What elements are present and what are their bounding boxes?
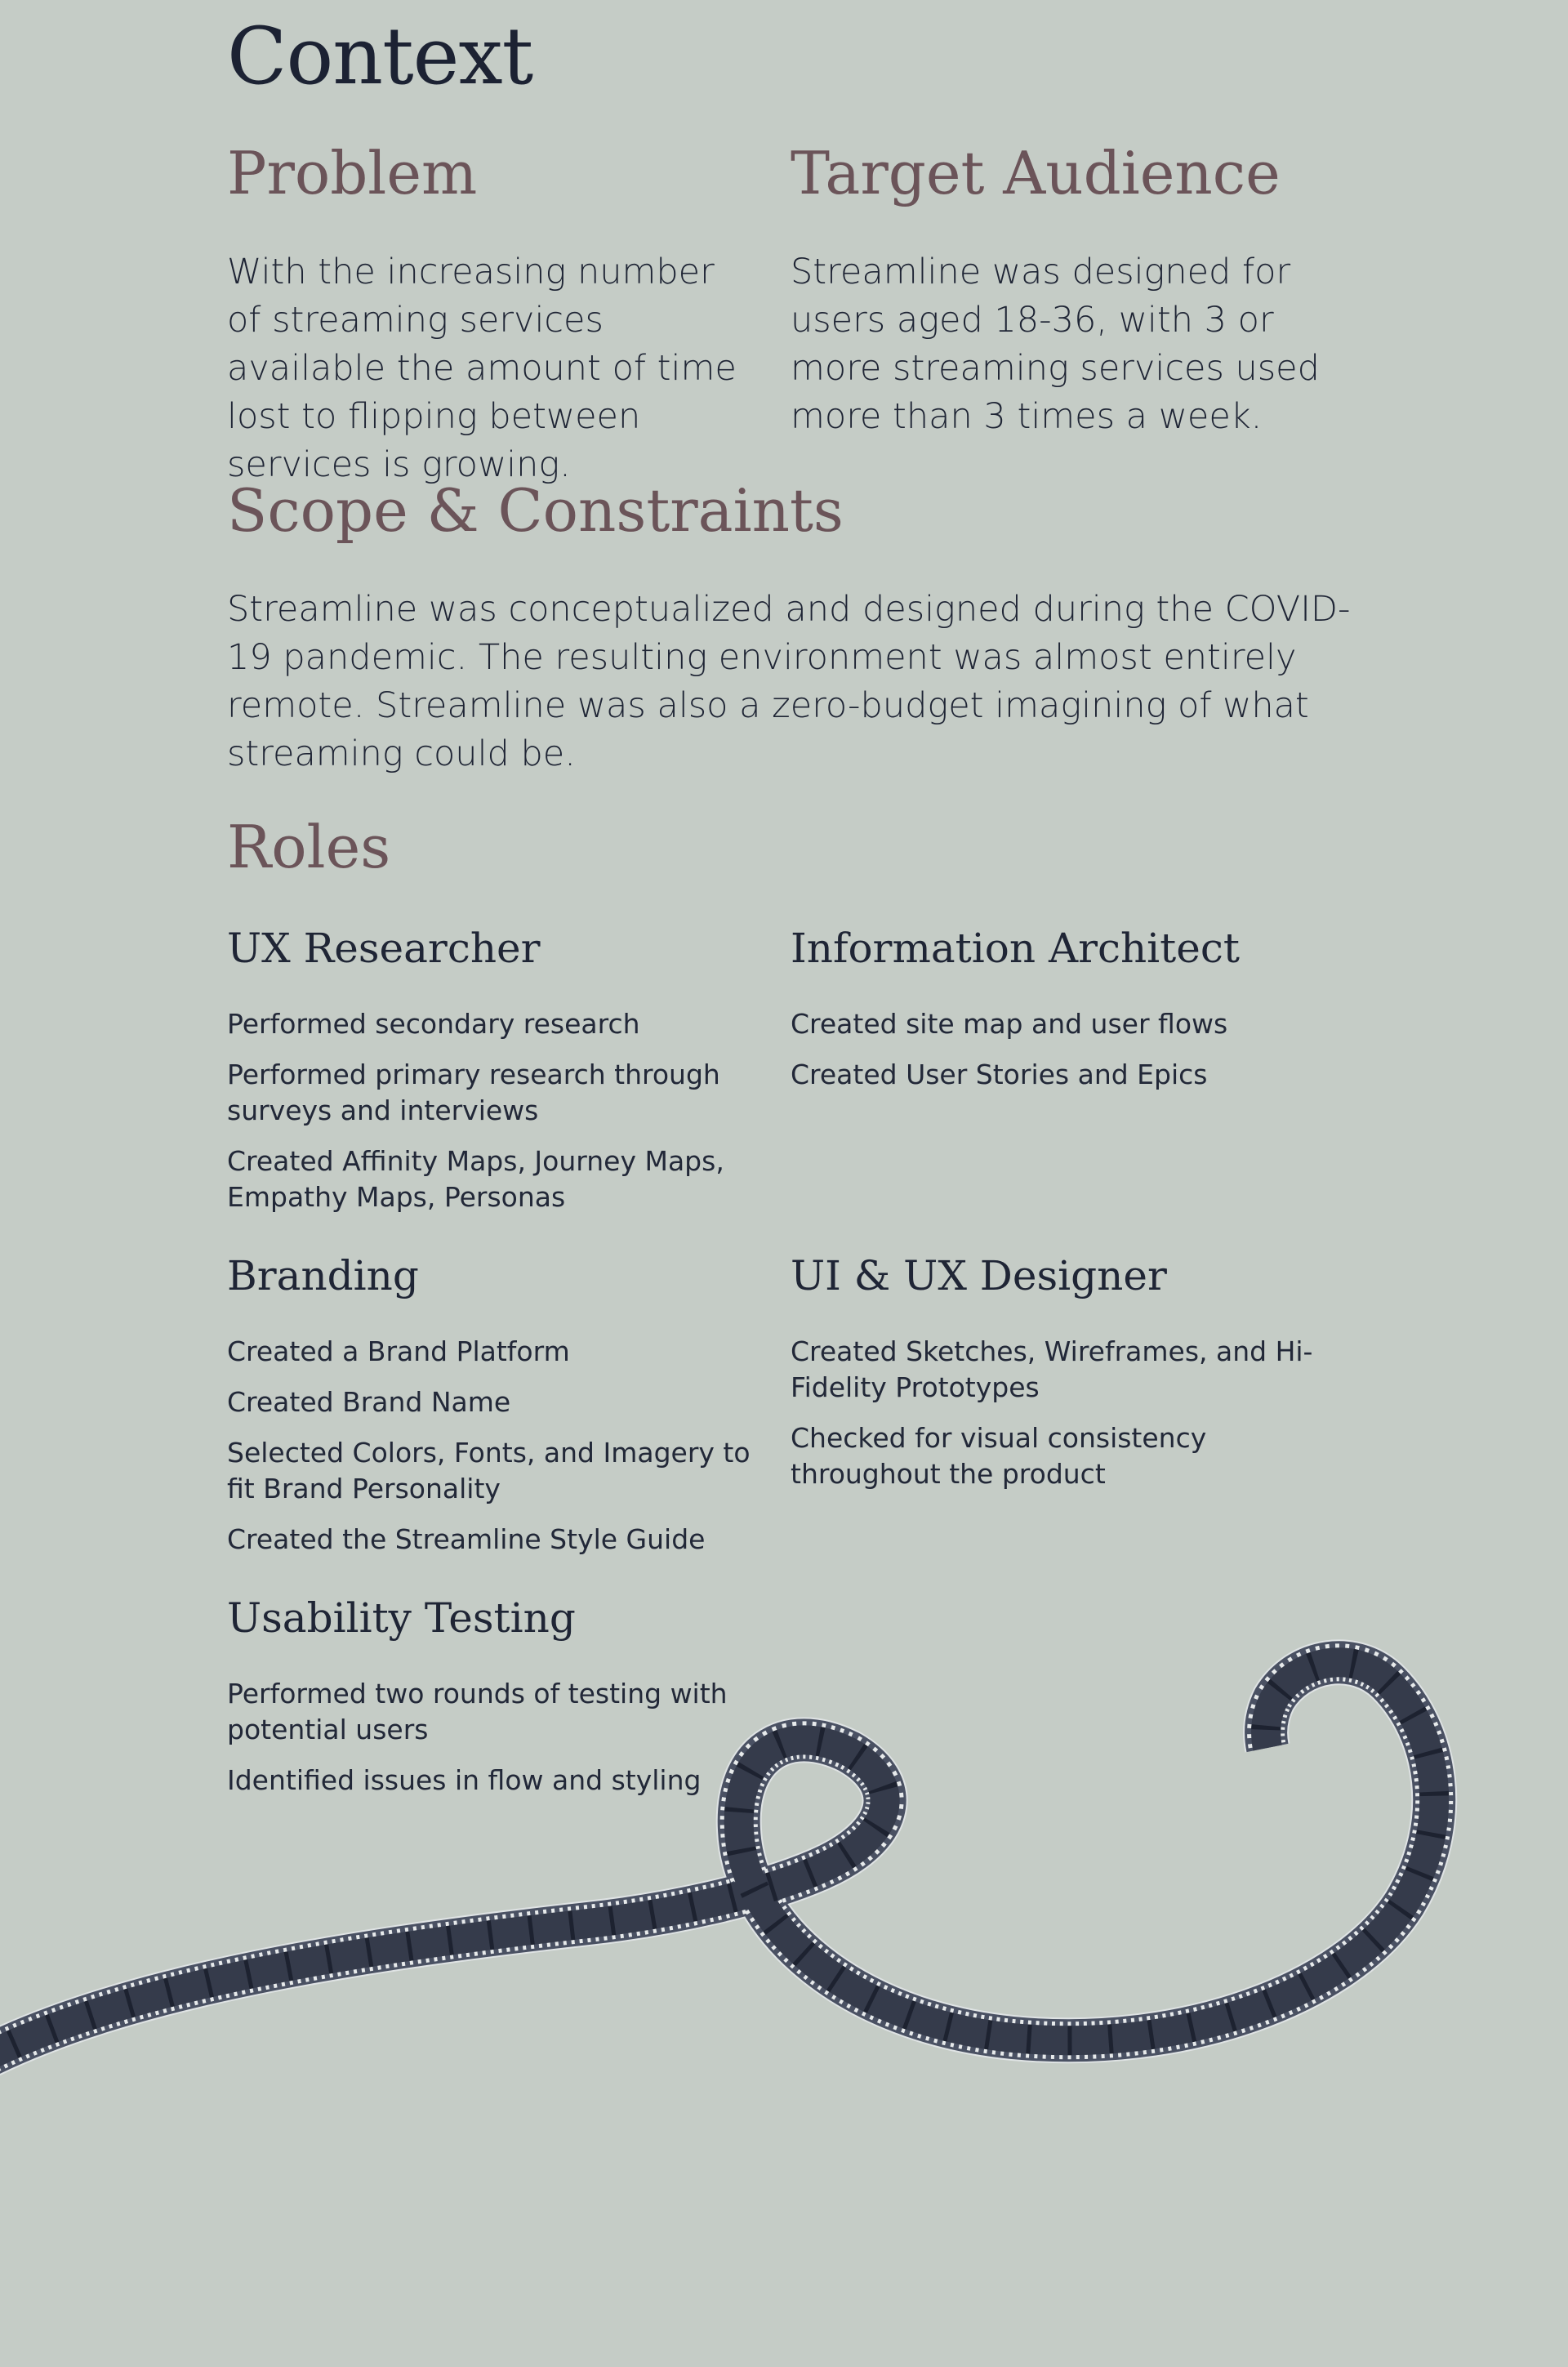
list-item: Performed primary research through surveys and interviews [227, 1059, 720, 1126]
role-ux-researcher-list [227, 1006, 750, 1230]
role-information-architect-list [791, 1006, 1362, 1108]
target-audience-text: Streamline was designed for users aged 18-36, with 3 or more streaming services used more than 3 times a week. [791, 252, 1320, 437]
list-item: Performed two rounds of testing with potential users [227, 1678, 728, 1745]
list-item: Selected Colors, Fonts, and Imagery to fit Brand Personality [227, 1437, 751, 1504]
list-item: Performed secondary research [227, 1008, 640, 1040]
role-ui-ux-designer-heading: UI & UX Designer [791, 1252, 1167, 1299]
scope-heading: Scope & Constraints [227, 476, 844, 545]
role-ui-ux-designer-list [791, 1334, 1330, 1507]
role-branding-heading: Branding [227, 1252, 419, 1299]
role-branding-list [227, 1334, 766, 1572]
page-title: Context [227, 11, 533, 102]
list-item: Created a Brand Platform [227, 1335, 570, 1367]
list-item: Created the Streamline Style Guide [227, 1523, 706, 1555]
list-item: Created Sketches, Wireframes, and Hi-Fidelity Prototypes [791, 1335, 1313, 1403]
role-usability-testing-list [227, 1676, 750, 1813]
roles-heading: Roles [227, 813, 391, 881]
problem-text: With the increasing number of streaming services available the amount of time lost to flipping between services is growing. [227, 252, 737, 485]
problem-heading: Problem [227, 139, 478, 207]
target-audience-heading: Target Audience [791, 139, 1281, 207]
list-item: Created Affinity Maps, Journey Maps, Empathy Maps, Personas [227, 1145, 724, 1213]
list-item: Created User Stories and Epics [791, 1059, 1208, 1090]
role-information-architect-heading: Information Architect [791, 925, 1240, 972]
list-item: Created site map and user flows [791, 1008, 1228, 1040]
role-usability-testing-heading: Usability Testing [227, 1594, 576, 1642]
list-item: Identified issues in flow and styling [227, 1764, 702, 1796]
role-ux-researcher-heading: UX Researcher [227, 925, 541, 972]
list-item: Created Brand Name [227, 1386, 511, 1418]
list-item: Checked for visual consistency throughout the product [791, 1422, 1207, 1490]
scope-text: Streamline was conceptualized and designed during the COVID-19 pandemic. The resulting environment was almost entirely remote. Streamline was also a zero-budget imagining of what streaming could be. [227, 589, 1351, 774]
